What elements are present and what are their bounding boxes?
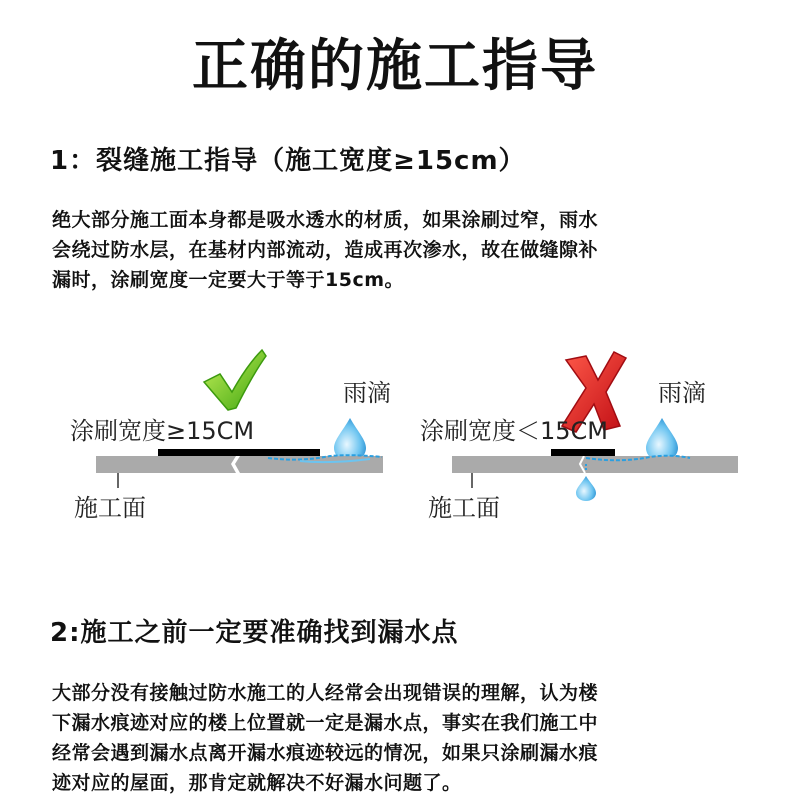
left-surface-label: 施工面: [74, 494, 146, 522]
crack-construction-diagram: [0, 330, 790, 540]
leaking-drop-icon: [576, 476, 596, 501]
section2-line-4: 迹对应的屋面，那肯定就解决不好漏水问题了。: [52, 772, 462, 794]
right-rain-label: 雨滴: [658, 379, 706, 407]
section2-heading: 2:施工之前一定要准确找到漏水点: [50, 618, 459, 648]
section1-line-2: 会绕过防水层，在基材内部流动，造成再次渗水，故在做缝隙补: [52, 239, 599, 261]
left-construction-surface: [96, 456, 236, 473]
section2-paragraph: [52, 678, 752, 798]
section2-line-1: 大部分没有接触过防水施工的人经常会出现错误的理解，认为楼: [52, 682, 599, 704]
page-title: 正确的施工指导: [192, 34, 598, 99]
left-coating-layer: [158, 449, 320, 456]
right-coating-layer: [551, 449, 615, 456]
right-width-label: 涂刷宽度＜15CM: [420, 417, 609, 445]
left-width-label: 涂刷宽度≥15CM: [70, 417, 255, 445]
left-rain-label: 雨滴: [343, 379, 391, 407]
check-mark-icon: [204, 350, 266, 410]
section2-line-3: 经常会遇到漏水点离开漏水痕迹较远的情况，如果只涂刷漏水痕: [52, 742, 599, 764]
correct-example: [70, 350, 391, 522]
section1-heading: 1：裂缝施工指导（施工宽度≥15cm）: [50, 146, 526, 176]
right-surface-label: 施工面: [428, 494, 500, 522]
section1-paragraph: [52, 205, 752, 295]
section1-line-3: 漏时，涂刷宽度一定要大于等于15cm。: [52, 269, 405, 291]
incorrect-example: [420, 352, 738, 522]
section1-line-1: 绝大部分施工面本身都是吸水透水的材质，如果涂刷过窄，雨水: [52, 209, 599, 231]
section2-line-2: 下漏水痕迹对应的楼上位置就一定是漏水点，事实在我们施工中: [52, 712, 599, 734]
